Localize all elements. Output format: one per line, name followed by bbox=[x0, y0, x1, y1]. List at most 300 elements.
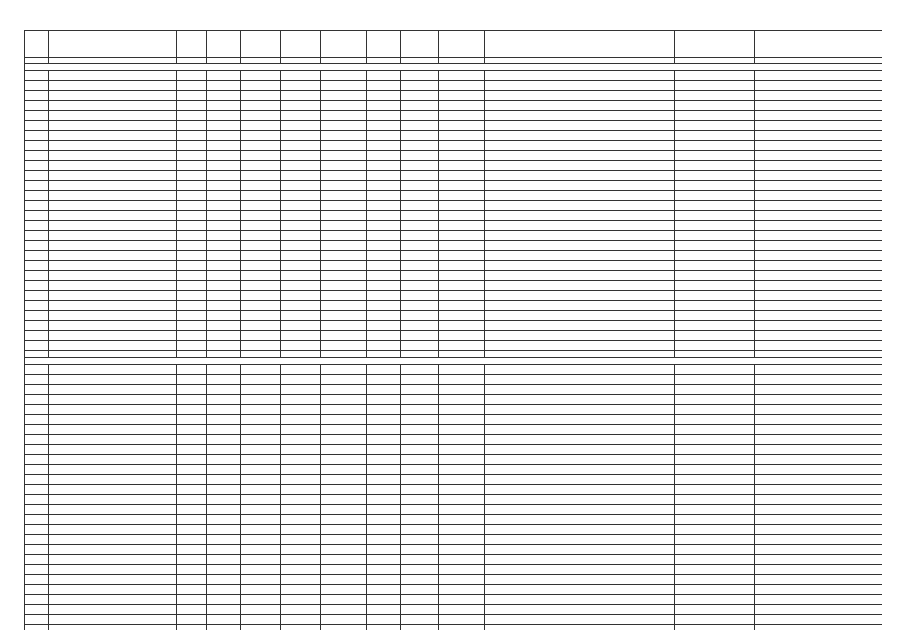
table-cell bbox=[241, 395, 281, 405]
table-cell bbox=[321, 201, 367, 211]
table-cell bbox=[675, 281, 755, 291]
table-cell bbox=[367, 555, 401, 565]
table-cell bbox=[755, 585, 883, 595]
table-cell bbox=[485, 505, 675, 515]
table-cell bbox=[281, 535, 321, 545]
table-cell bbox=[755, 181, 883, 191]
table-cell bbox=[207, 535, 241, 545]
table-cell bbox=[321, 231, 367, 241]
table-cell bbox=[755, 385, 883, 395]
table-cell bbox=[281, 311, 321, 321]
table-cell bbox=[241, 405, 281, 415]
table-cell bbox=[25, 141, 49, 151]
table-cell bbox=[675, 271, 755, 281]
table-cell bbox=[207, 625, 241, 631]
column-header bbox=[675, 31, 755, 58]
table-row bbox=[25, 261, 883, 271]
table-cell bbox=[439, 281, 485, 291]
table-cell bbox=[675, 455, 755, 465]
table-row bbox=[25, 101, 883, 111]
table-cell bbox=[177, 241, 207, 251]
table-cell bbox=[207, 291, 241, 301]
table-cell bbox=[485, 485, 675, 495]
table-cell bbox=[241, 281, 281, 291]
table-cell bbox=[25, 535, 49, 545]
table-cell bbox=[755, 341, 883, 351]
table-cell bbox=[207, 475, 241, 485]
table-cell bbox=[177, 425, 207, 435]
table-cell bbox=[25, 495, 49, 505]
total-cell bbox=[675, 351, 755, 358]
table-cell bbox=[675, 495, 755, 505]
table-cell bbox=[241, 131, 281, 141]
table-cell bbox=[207, 465, 241, 475]
table-cell bbox=[401, 625, 439, 631]
table-cell bbox=[367, 505, 401, 515]
table-cell bbox=[321, 301, 367, 311]
table-cell bbox=[281, 455, 321, 465]
table-cell bbox=[439, 211, 485, 221]
table-cell bbox=[367, 475, 401, 485]
table-cell bbox=[207, 365, 241, 375]
table-row bbox=[25, 595, 883, 605]
table-cell bbox=[321, 171, 367, 181]
table-cell bbox=[281, 331, 321, 341]
table-cell bbox=[25, 131, 49, 141]
table-cell bbox=[25, 101, 49, 111]
table-cell bbox=[401, 161, 439, 171]
table-cell bbox=[755, 271, 883, 281]
column-header bbox=[177, 31, 207, 58]
table-cell bbox=[321, 625, 367, 631]
table-cell bbox=[241, 435, 281, 445]
table-cell bbox=[321, 81, 367, 91]
table-row bbox=[25, 505, 883, 515]
table-row bbox=[25, 445, 883, 455]
table-cell bbox=[207, 331, 241, 341]
table-cell bbox=[207, 101, 241, 111]
table-cell bbox=[367, 605, 401, 615]
table-cell bbox=[25, 455, 49, 465]
table-cell bbox=[321, 271, 367, 281]
table-row bbox=[25, 201, 883, 211]
table-cell bbox=[755, 545, 883, 555]
table-cell bbox=[755, 101, 883, 111]
table-cell bbox=[207, 505, 241, 515]
table-cell bbox=[485, 321, 675, 331]
table-cell bbox=[755, 405, 883, 415]
table-cell bbox=[49, 301, 177, 311]
table-cell bbox=[25, 251, 49, 261]
table-cell bbox=[241, 241, 281, 251]
table-cell bbox=[367, 141, 401, 151]
table-cell bbox=[401, 365, 439, 375]
table-cell bbox=[367, 331, 401, 341]
table-cell bbox=[177, 515, 207, 525]
table-cell bbox=[207, 81, 241, 91]
table-cell bbox=[675, 251, 755, 261]
table-cell bbox=[241, 615, 281, 625]
table-cell bbox=[49, 475, 177, 485]
total-cell bbox=[207, 351, 241, 358]
table-row bbox=[25, 81, 883, 91]
table-cell bbox=[367, 485, 401, 495]
table-cell bbox=[281, 321, 321, 331]
table-cell bbox=[755, 615, 883, 625]
table-cell bbox=[241, 445, 281, 455]
table-cell bbox=[241, 271, 281, 281]
table-row bbox=[25, 131, 883, 141]
table-cell bbox=[367, 405, 401, 415]
table-cell bbox=[177, 281, 207, 291]
table-row bbox=[25, 625, 883, 631]
table-cell bbox=[439, 595, 485, 605]
table-cell bbox=[755, 425, 883, 435]
table-cell bbox=[49, 191, 177, 201]
table-cell bbox=[675, 535, 755, 545]
table-cell bbox=[177, 415, 207, 425]
table-cell bbox=[485, 455, 675, 465]
table-cell bbox=[49, 465, 177, 475]
table-cell bbox=[321, 615, 367, 625]
table-cell bbox=[49, 151, 177, 161]
table-cell bbox=[675, 605, 755, 615]
table-cell bbox=[755, 475, 883, 485]
table-cell bbox=[49, 261, 177, 271]
table-cell bbox=[241, 151, 281, 161]
table-cell bbox=[321, 465, 367, 475]
table-cell bbox=[49, 231, 177, 241]
table-cell bbox=[439, 331, 485, 341]
table-cell bbox=[755, 221, 883, 231]
table-cell bbox=[281, 495, 321, 505]
table-cell bbox=[207, 405, 241, 415]
table-cell bbox=[241, 171, 281, 181]
table-cell bbox=[401, 151, 439, 161]
table-cell bbox=[439, 81, 485, 91]
section-row bbox=[25, 358, 883, 365]
total-cell bbox=[177, 351, 207, 358]
table-cell bbox=[177, 565, 207, 575]
table-cell bbox=[485, 91, 675, 101]
table-cell bbox=[177, 525, 207, 535]
table-cell bbox=[281, 625, 321, 631]
table-cell bbox=[367, 241, 401, 251]
table-cell bbox=[177, 365, 207, 375]
table-row bbox=[25, 525, 883, 535]
table-cell bbox=[177, 455, 207, 465]
table-cell bbox=[207, 171, 241, 181]
table-cell bbox=[49, 171, 177, 181]
table-cell bbox=[207, 261, 241, 271]
table-cell bbox=[241, 81, 281, 91]
table-cell bbox=[485, 191, 675, 201]
table-cell bbox=[485, 151, 675, 161]
table-cell bbox=[207, 311, 241, 321]
table-cell bbox=[675, 231, 755, 241]
table-cell bbox=[49, 505, 177, 515]
table-cell bbox=[755, 565, 883, 575]
table-row bbox=[25, 575, 883, 585]
table-cell bbox=[207, 161, 241, 171]
table-cell bbox=[755, 281, 883, 291]
table-cell bbox=[49, 555, 177, 565]
table-cell bbox=[207, 495, 241, 505]
table-cell bbox=[675, 465, 755, 475]
table-cell bbox=[439, 375, 485, 385]
table-cell bbox=[49, 111, 177, 121]
table-cell bbox=[401, 555, 439, 565]
table-cell bbox=[439, 151, 485, 161]
table-cell bbox=[401, 485, 439, 495]
table-cell bbox=[49, 435, 177, 445]
table-cell bbox=[177, 585, 207, 595]
table-cell bbox=[321, 91, 367, 101]
table-cell bbox=[675, 565, 755, 575]
table-cell bbox=[281, 261, 321, 271]
table-cell bbox=[675, 341, 755, 351]
table-cell bbox=[755, 131, 883, 141]
table-cell bbox=[241, 191, 281, 201]
table-cell bbox=[281, 445, 321, 455]
table-cell bbox=[401, 121, 439, 131]
table-cell bbox=[401, 71, 439, 81]
table-cell bbox=[25, 425, 49, 435]
table-cell bbox=[401, 261, 439, 271]
table-cell bbox=[177, 575, 207, 585]
table-cell bbox=[439, 535, 485, 545]
table-cell bbox=[25, 211, 49, 221]
table-cell bbox=[241, 465, 281, 475]
table-cell bbox=[281, 525, 321, 535]
table-cell bbox=[49, 321, 177, 331]
table-cell bbox=[321, 455, 367, 465]
repair-table bbox=[24, 30, 882, 630]
table-cell bbox=[439, 445, 485, 455]
table-cell bbox=[321, 505, 367, 515]
table-cell bbox=[485, 625, 675, 631]
table-cell bbox=[755, 231, 883, 241]
table-cell bbox=[25, 291, 49, 301]
table-row bbox=[25, 495, 883, 505]
table-cell bbox=[177, 151, 207, 161]
table-cell bbox=[207, 395, 241, 405]
table-cell bbox=[367, 151, 401, 161]
table-cell bbox=[675, 161, 755, 171]
table-cell bbox=[401, 141, 439, 151]
table-cell bbox=[207, 111, 241, 121]
table-cell bbox=[675, 415, 755, 425]
table-cell bbox=[241, 111, 281, 121]
table-cell bbox=[321, 191, 367, 201]
table-cell bbox=[281, 181, 321, 191]
table-cell bbox=[177, 321, 207, 331]
table-cell bbox=[367, 201, 401, 211]
table-cell bbox=[675, 445, 755, 455]
table-cell bbox=[439, 545, 485, 555]
table-cell bbox=[321, 445, 367, 455]
table-cell bbox=[401, 515, 439, 525]
table-row bbox=[25, 565, 883, 575]
table-row bbox=[25, 615, 883, 625]
table-cell bbox=[177, 605, 207, 615]
table-cell bbox=[25, 465, 49, 475]
table-cell bbox=[177, 555, 207, 565]
table-cell bbox=[755, 605, 883, 615]
section-row bbox=[25, 64, 883, 71]
table-cell bbox=[177, 495, 207, 505]
table-cell bbox=[367, 535, 401, 545]
table-cell bbox=[49, 615, 177, 625]
table-cell bbox=[439, 585, 485, 595]
table-cell bbox=[401, 465, 439, 475]
table-cell bbox=[207, 575, 241, 585]
table-cell bbox=[321, 221, 367, 231]
table-cell bbox=[321, 211, 367, 221]
table-cell bbox=[675, 475, 755, 485]
table-row bbox=[25, 181, 883, 191]
table-cell bbox=[439, 311, 485, 321]
table-cell bbox=[207, 375, 241, 385]
table-row bbox=[25, 341, 883, 351]
table-cell bbox=[755, 485, 883, 495]
table-cell bbox=[241, 375, 281, 385]
table-cell bbox=[755, 71, 883, 81]
table-cell bbox=[401, 595, 439, 605]
table-cell bbox=[321, 331, 367, 341]
table-cell bbox=[241, 181, 281, 191]
table-cell bbox=[321, 605, 367, 615]
table-row bbox=[25, 281, 883, 291]
table-cell bbox=[401, 505, 439, 515]
table-cell bbox=[485, 111, 675, 121]
total-cell bbox=[25, 351, 49, 358]
table-cell bbox=[49, 121, 177, 131]
table-cell bbox=[401, 605, 439, 615]
table-cell bbox=[485, 81, 675, 91]
table-row bbox=[25, 331, 883, 341]
table-cell bbox=[49, 485, 177, 495]
table-cell bbox=[25, 191, 49, 201]
table-cell bbox=[367, 585, 401, 595]
table-cell bbox=[367, 465, 401, 475]
table-cell bbox=[25, 415, 49, 425]
table-cell bbox=[207, 211, 241, 221]
table-cell bbox=[25, 515, 49, 525]
table-cell bbox=[755, 111, 883, 121]
table-cell bbox=[485, 341, 675, 351]
column-header bbox=[485, 31, 675, 58]
table-cell bbox=[675, 525, 755, 535]
total-cell bbox=[49, 351, 177, 358]
table-cell bbox=[485, 261, 675, 271]
table-cell bbox=[49, 251, 177, 261]
table-row bbox=[25, 191, 883, 201]
table-cell bbox=[485, 465, 675, 475]
table-cell bbox=[675, 625, 755, 631]
table-cell bbox=[177, 465, 207, 475]
table-cell bbox=[401, 535, 439, 545]
table-cell bbox=[321, 365, 367, 375]
table-cell bbox=[241, 385, 281, 395]
table-cell bbox=[25, 151, 49, 161]
table-cell bbox=[281, 395, 321, 405]
table-cell bbox=[401, 545, 439, 555]
table-cell bbox=[367, 515, 401, 525]
table-cell bbox=[401, 575, 439, 585]
table-cell bbox=[25, 555, 49, 565]
table-cell bbox=[241, 495, 281, 505]
table-cell bbox=[207, 605, 241, 615]
table-row bbox=[25, 111, 883, 121]
table-cell bbox=[25, 261, 49, 271]
table-cell bbox=[321, 595, 367, 605]
table-row bbox=[25, 395, 883, 405]
table-cell bbox=[49, 605, 177, 615]
table-cell bbox=[49, 281, 177, 291]
table-cell bbox=[321, 515, 367, 525]
table-row bbox=[25, 455, 883, 465]
total-cell bbox=[241, 351, 281, 358]
table-cell bbox=[25, 565, 49, 575]
table-cell bbox=[281, 101, 321, 111]
table-row bbox=[25, 121, 883, 131]
table-cell bbox=[675, 71, 755, 81]
total-cell bbox=[755, 351, 883, 358]
table-cell bbox=[401, 455, 439, 465]
table-cell bbox=[207, 151, 241, 161]
table-cell bbox=[241, 625, 281, 631]
table-cell bbox=[281, 565, 321, 575]
table-cell bbox=[367, 131, 401, 141]
table-cell bbox=[755, 575, 883, 585]
table-cell bbox=[675, 405, 755, 415]
table-cell bbox=[241, 311, 281, 321]
table-cell bbox=[25, 435, 49, 445]
table-cell bbox=[485, 141, 675, 151]
table-cell bbox=[281, 385, 321, 395]
table-row bbox=[25, 465, 883, 475]
table-cell bbox=[675, 141, 755, 151]
table-cell bbox=[401, 415, 439, 425]
table-cell bbox=[281, 545, 321, 555]
table-cell bbox=[367, 595, 401, 605]
table-cell bbox=[49, 365, 177, 375]
table-cell bbox=[281, 71, 321, 81]
table-cell bbox=[321, 341, 367, 351]
column-header bbox=[321, 31, 367, 58]
table-cell bbox=[755, 311, 883, 321]
table-cell bbox=[49, 625, 177, 631]
table-cell bbox=[485, 251, 675, 261]
table-cell bbox=[755, 321, 883, 331]
table-cell bbox=[439, 565, 485, 575]
table-cell bbox=[367, 211, 401, 221]
table-cell bbox=[367, 545, 401, 555]
table-cell bbox=[207, 435, 241, 445]
table-cell bbox=[49, 405, 177, 415]
table-cell bbox=[281, 301, 321, 311]
table-cell bbox=[25, 595, 49, 605]
table-cell bbox=[675, 365, 755, 375]
table-cell bbox=[439, 181, 485, 191]
table-cell bbox=[321, 241, 367, 251]
table-cell bbox=[321, 535, 367, 545]
table-cell bbox=[367, 575, 401, 585]
table-cell bbox=[401, 181, 439, 191]
table-cell bbox=[439, 71, 485, 81]
table-cell bbox=[755, 465, 883, 475]
